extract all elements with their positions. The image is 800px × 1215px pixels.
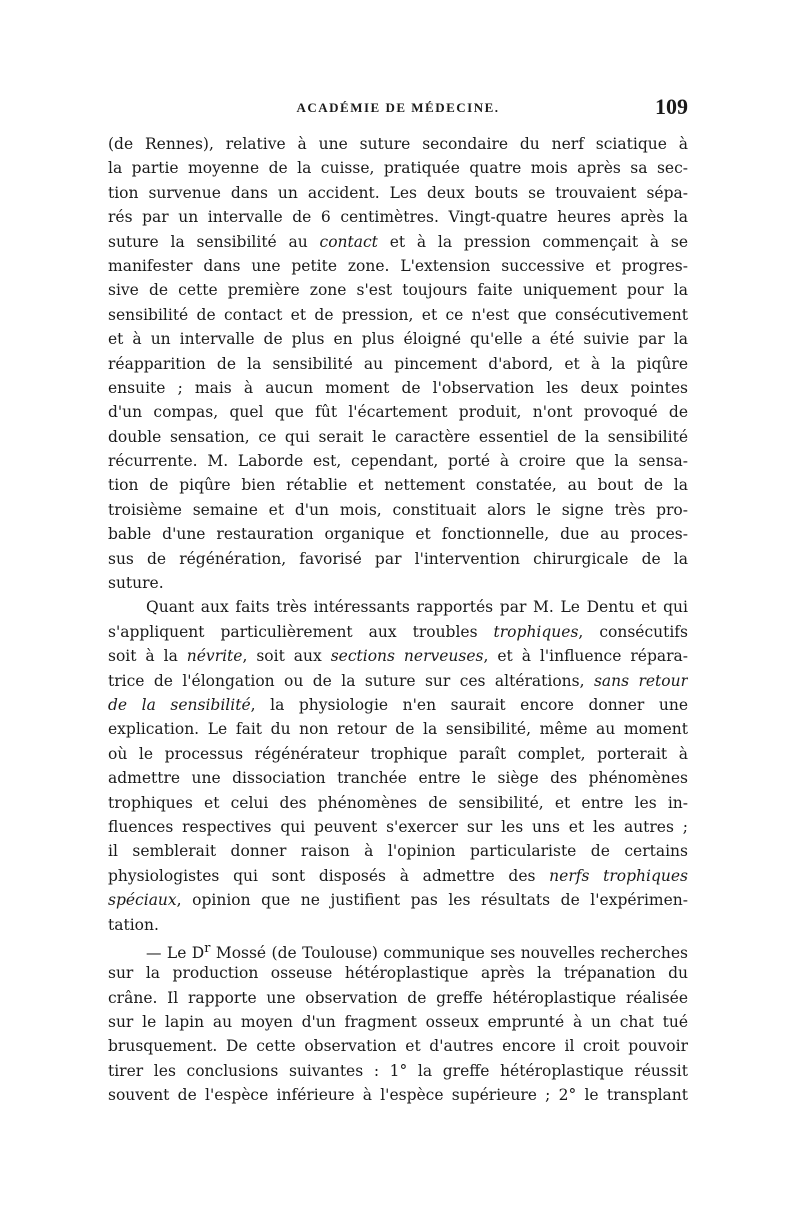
text-line xyxy=(108,693,688,717)
text-line xyxy=(108,303,688,327)
line-text: Quant aux faits très intéressants rapportés par M. Le Dentu et qui xyxy=(146,598,688,617)
line-text: (de Rennes), relative à une suture secondaire du nerf sciatique à xyxy=(108,135,688,153)
line-text: admettre une dissociation tranchée entre le siège des phénomènes xyxy=(108,769,688,788)
line-text: tion de piqûre bien rétablie et nettement constatée, au bout de la xyxy=(108,476,688,495)
text-line xyxy=(108,254,688,278)
line-text: , soit aux xyxy=(242,647,331,666)
page-number: 109 xyxy=(655,94,688,119)
superscript-text: r xyxy=(204,940,211,956)
text-line xyxy=(108,449,688,473)
text-line xyxy=(108,595,688,619)
text-line xyxy=(108,181,688,205)
text-line xyxy=(108,571,688,595)
line-text: ensuite ; mais à aucun moment de l'observation les deux pointes xyxy=(108,378,688,397)
line-text: troisième semaine et d'un mois, constituait alors le signe très pro- xyxy=(108,500,688,519)
running-title: ACADÉMIE DE MÉDECINE. xyxy=(296,100,500,115)
text-line xyxy=(108,888,688,912)
page-header xyxy=(108,96,688,126)
italic-text: nerfs trophiques xyxy=(549,866,688,885)
text-line xyxy=(108,352,688,376)
italic-text: trophiques xyxy=(493,622,579,641)
line-text: , opinion que ne justifient pas les résultats de l'expérimen- xyxy=(176,891,688,910)
line-text: il semblerait donner raison à l'opinion particulariste de certains xyxy=(108,842,688,861)
text-line xyxy=(108,717,688,741)
line-text: et à un intervalle de plus en plus éloigné qu'elle a été suivie par la xyxy=(108,330,688,349)
text-line xyxy=(108,1059,688,1083)
italic-text: sections nerveuses xyxy=(330,647,484,666)
text-line xyxy=(108,669,688,693)
line-text: brusquement. De cette observation et d'autres encore il croit pouvoir xyxy=(108,1037,688,1056)
line-text: explication. Le fait du non retour de la sensibilité, même au moment xyxy=(108,720,688,739)
body-text xyxy=(108,132,688,1108)
italic-text: névrite xyxy=(186,647,243,666)
text-line xyxy=(108,156,688,180)
text-line xyxy=(108,1034,688,1058)
line-text: sive de cette première zone s'est toujours faite uniquement pour la xyxy=(108,281,688,300)
text-line xyxy=(108,766,688,790)
text-line xyxy=(108,376,688,400)
text-line xyxy=(108,547,688,571)
line-text: , la physiologie n'en saurait encore donner une xyxy=(250,695,688,714)
line-text: sus de régénération, favorisé par l'intervention chirurgicale de la xyxy=(108,549,688,568)
line-text: sur la production osseuse hétéroplastique après la trépanation du xyxy=(108,964,688,983)
italic-text: de la sensibilité xyxy=(108,695,251,714)
text-line xyxy=(108,986,688,1010)
line-text: tion survenue dans un accident. Les deux bouts se trouvaient sépa- xyxy=(108,183,688,202)
line-text: d'un compas, quel que fût l'écartement produit, n'ont provoqué de xyxy=(108,403,688,422)
text-line xyxy=(108,620,688,644)
line-text: Mossé (de Toulouse) communique ses nouvelles recherches xyxy=(210,944,688,962)
line-text: et à la pression commençait à se xyxy=(377,232,688,251)
line-text: suture. xyxy=(108,574,164,593)
line-text: double sensation, ce qui serait le caractère essentiel de la sensibilité xyxy=(108,427,688,446)
line-text: fluences respectives qui peuvent s'exercer sur les uns et les autres ; xyxy=(108,817,688,836)
line-text: souvent de l'espèce inférieure à l'espèce supérieure ; 2° le transplant xyxy=(108,1086,688,1105)
line-text: tirer les conclusions suivantes : 1° la greffe hétéroplastique réussit xyxy=(108,1061,688,1080)
line-text: crâne. Il rapporte une observation de greffe hétéroplastique réalisée xyxy=(108,988,688,1007)
line-text: sensibilité de contact et de pression, et ce n'est que consécutivement xyxy=(108,305,688,324)
text-line xyxy=(108,522,688,546)
italic-text: sans retour xyxy=(593,671,688,690)
line-text: sur le lapin au moyen d'un fragment osseux emprunté à un chat tué xyxy=(108,1013,688,1032)
text-line xyxy=(108,230,688,254)
text-line xyxy=(108,937,688,961)
text-line xyxy=(108,644,688,668)
line-text: , et à l'influence répara- xyxy=(483,647,688,666)
line-text: tation. xyxy=(108,915,159,934)
text-line xyxy=(108,742,688,766)
italic-text: spéciaux xyxy=(108,891,177,910)
italic-text: contact xyxy=(319,232,378,251)
line-text: réapparition de la sensibilité au pincement d'abord, et à la piqûre xyxy=(108,354,688,373)
text-line xyxy=(108,839,688,863)
line-text: récurrente. M. Laborde est, cependant, porté à croire que la sensa- xyxy=(108,452,688,471)
text-line xyxy=(108,815,688,839)
line-text: physiologistes qui sont disposés à admettre des xyxy=(108,866,550,885)
text-line xyxy=(108,400,688,424)
line-text: — Le D xyxy=(146,944,205,962)
text-line xyxy=(108,864,688,888)
text-line xyxy=(108,961,688,985)
text-line xyxy=(108,1083,688,1107)
text-line xyxy=(108,327,688,351)
line-text: trice de l'élongation ou de la suture sur ces altérations, xyxy=(108,671,594,690)
text-line xyxy=(108,205,688,229)
line-text: où le processus régénérateur trophique paraît complet, porterait à xyxy=(108,744,688,763)
text-line xyxy=(108,425,688,449)
line-text: trophiques et celui des phénomènes de sensibilité, et entre les in- xyxy=(108,793,688,812)
text-line xyxy=(108,278,688,302)
text-line xyxy=(108,473,688,497)
text-line xyxy=(108,913,688,937)
line-text: manifester dans une petite zone. L'extension successive et progres- xyxy=(108,256,688,275)
text-line xyxy=(108,1010,688,1034)
line-text: s'appliquent particulièrement aux troubles xyxy=(108,622,494,641)
text-line xyxy=(108,132,688,156)
line-text: soit à la xyxy=(108,647,187,666)
text-line xyxy=(108,791,688,815)
line-text: suture la sensibilité au xyxy=(108,232,320,251)
text-line xyxy=(108,498,688,522)
line-text: , consécutifs xyxy=(578,622,688,641)
line-text: rés par un intervalle de 6 centimètres. Vingt-quatre heures après la xyxy=(108,208,688,227)
line-text: bable d'une restauration organique et fonctionnelle, due au proces- xyxy=(108,525,688,544)
line-text: la partie moyenne de la cuisse, pratiquée quatre mois après sa sec- xyxy=(108,159,688,178)
